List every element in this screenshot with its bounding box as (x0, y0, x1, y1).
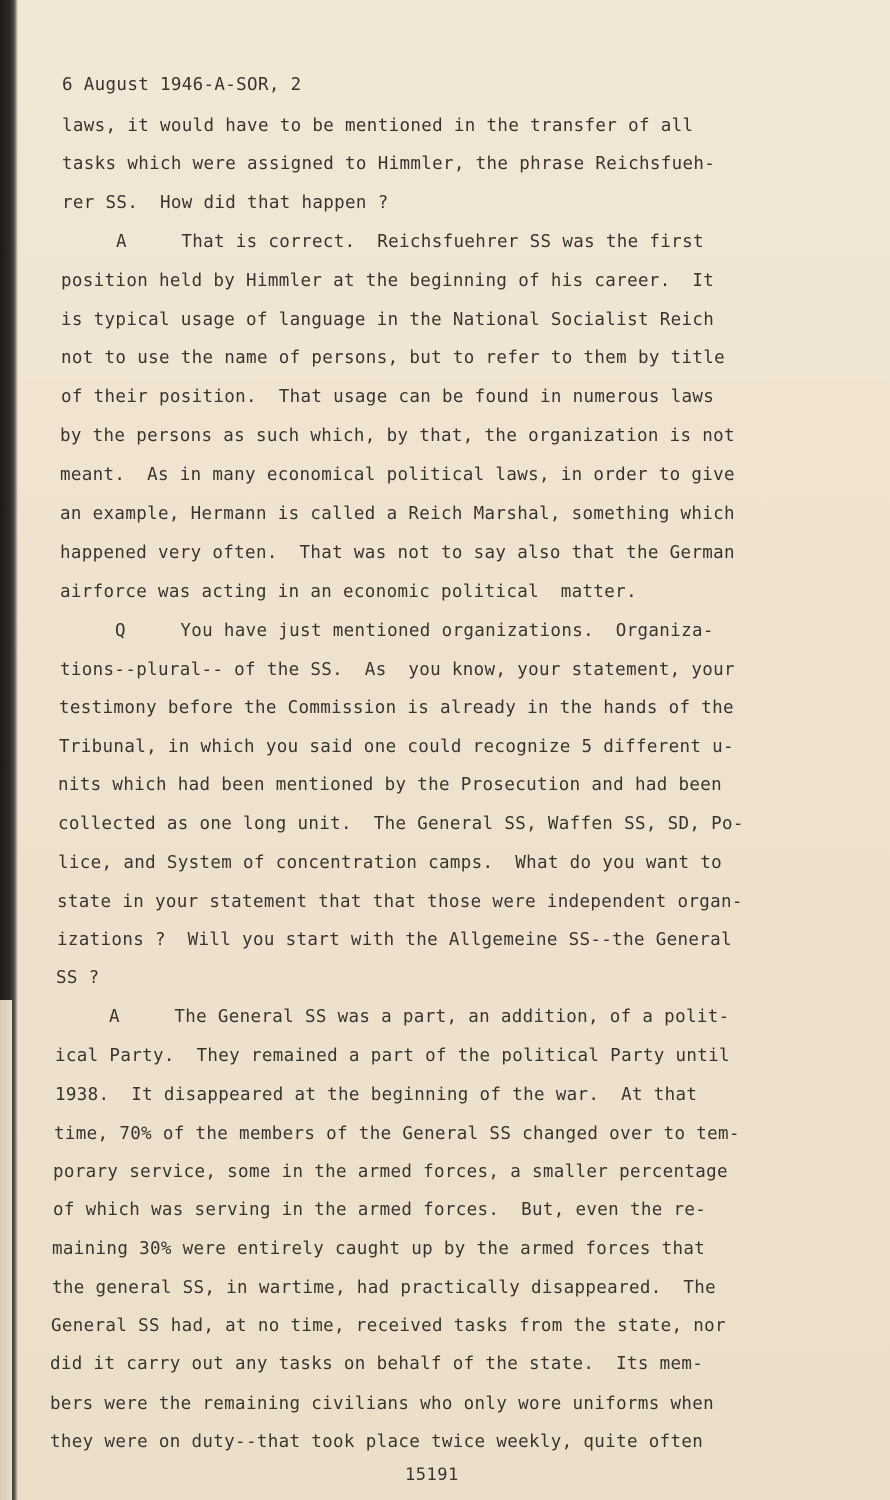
text-line: of their position. That usage can be found in numerous laws (61, 387, 715, 407)
text-line: tions--plural-- of the SS. As you know, your statement, your (60, 660, 735, 680)
text-line: meant. As in many economical political laws, in order to give (60, 465, 735, 485)
text-line: izations ? Will you start with the Allgemeine SS--the General (57, 930, 732, 950)
text-line: airforce was acting in an economic political matter. (60, 582, 637, 602)
paper-edge (0, 1000, 12, 1500)
text-line: A That is correct. Reichsfuehrer SS was the first (116, 232, 704, 252)
text-line: is typical usage of language in the National Socialist Reich (61, 310, 715, 330)
text-line: an example, Hermann is called a Reich Marshal, something which (60, 504, 735, 524)
text-line: the general SS, in wartime, had practically disappeared. The (52, 1278, 717, 1298)
text-line: 1938. It disappeared at the beginning of the war. At that (55, 1085, 698, 1105)
text-line: happened very often. That was not to say also that the German (60, 543, 735, 563)
text-line: maining 30% were entirely caught up by the armed forces that (52, 1239, 706, 1259)
document-header: 6 August 1946-A-SOR, 2 (62, 75, 302, 95)
text-line: General SS had, at no time, received tasks from the state, nor (51, 1316, 726, 1336)
page-number: 15191 (405, 1465, 459, 1485)
text-line: A The General SS was a part, an addition, of a polit- (109, 1007, 730, 1027)
text-line: they were on duty--that took place twice weekly, quite often (50, 1432, 704, 1452)
text-line: SS ? (56, 968, 100, 988)
text-line: not to use the name of persons, but to refer to them by title (61, 348, 726, 368)
text-line: did it carry out any tasks on behalf of the state. Its mem- (50, 1354, 704, 1374)
text-line: Tribunal, in which you said one could recognize 5 different u- (59, 737, 734, 757)
text-line: laws, it would have to be mentioned in the transfer of all (62, 116, 694, 136)
text-line: Q You have just mentioned organizations. Organiza- (115, 621, 714, 641)
text-line: of which was serving in the armed forces. But, even the re- (53, 1200, 707, 1220)
text-line: collected as one long unit. The General SS, Waffen SS, SD, Po- (58, 814, 744, 834)
text-line: ical Party. They remained a part of the political Party until (55, 1046, 730, 1066)
text-line: rer SS. How did that happen ? (62, 193, 389, 213)
text-line: lice, and System of concentration camps. What do you want to (58, 853, 723, 873)
text-line: tasks which were assigned to Himmler, the phrase Reichsfueh- (62, 154, 716, 174)
text-line: position held by Himmler at the beginning of his career. It (61, 271, 715, 291)
text-line: by the persons as such which, by that, the organization is not (60, 426, 735, 446)
text-line: porary service, some in the armed forces, a smaller percentage (53, 1162, 728, 1182)
text-line: state in your statement that that those were independent organ- (57, 892, 743, 912)
text-line: bers were the remaining civilians who only wore uniforms when (50, 1394, 715, 1414)
text-line: time, 70% of the members of the General SS changed over to tem- (54, 1124, 740, 1144)
text-line: nits which had been mentioned by the Prosecution and had been (58, 775, 723, 795)
text-line: testimony before the Commission is already in the hands of the (59, 698, 734, 718)
